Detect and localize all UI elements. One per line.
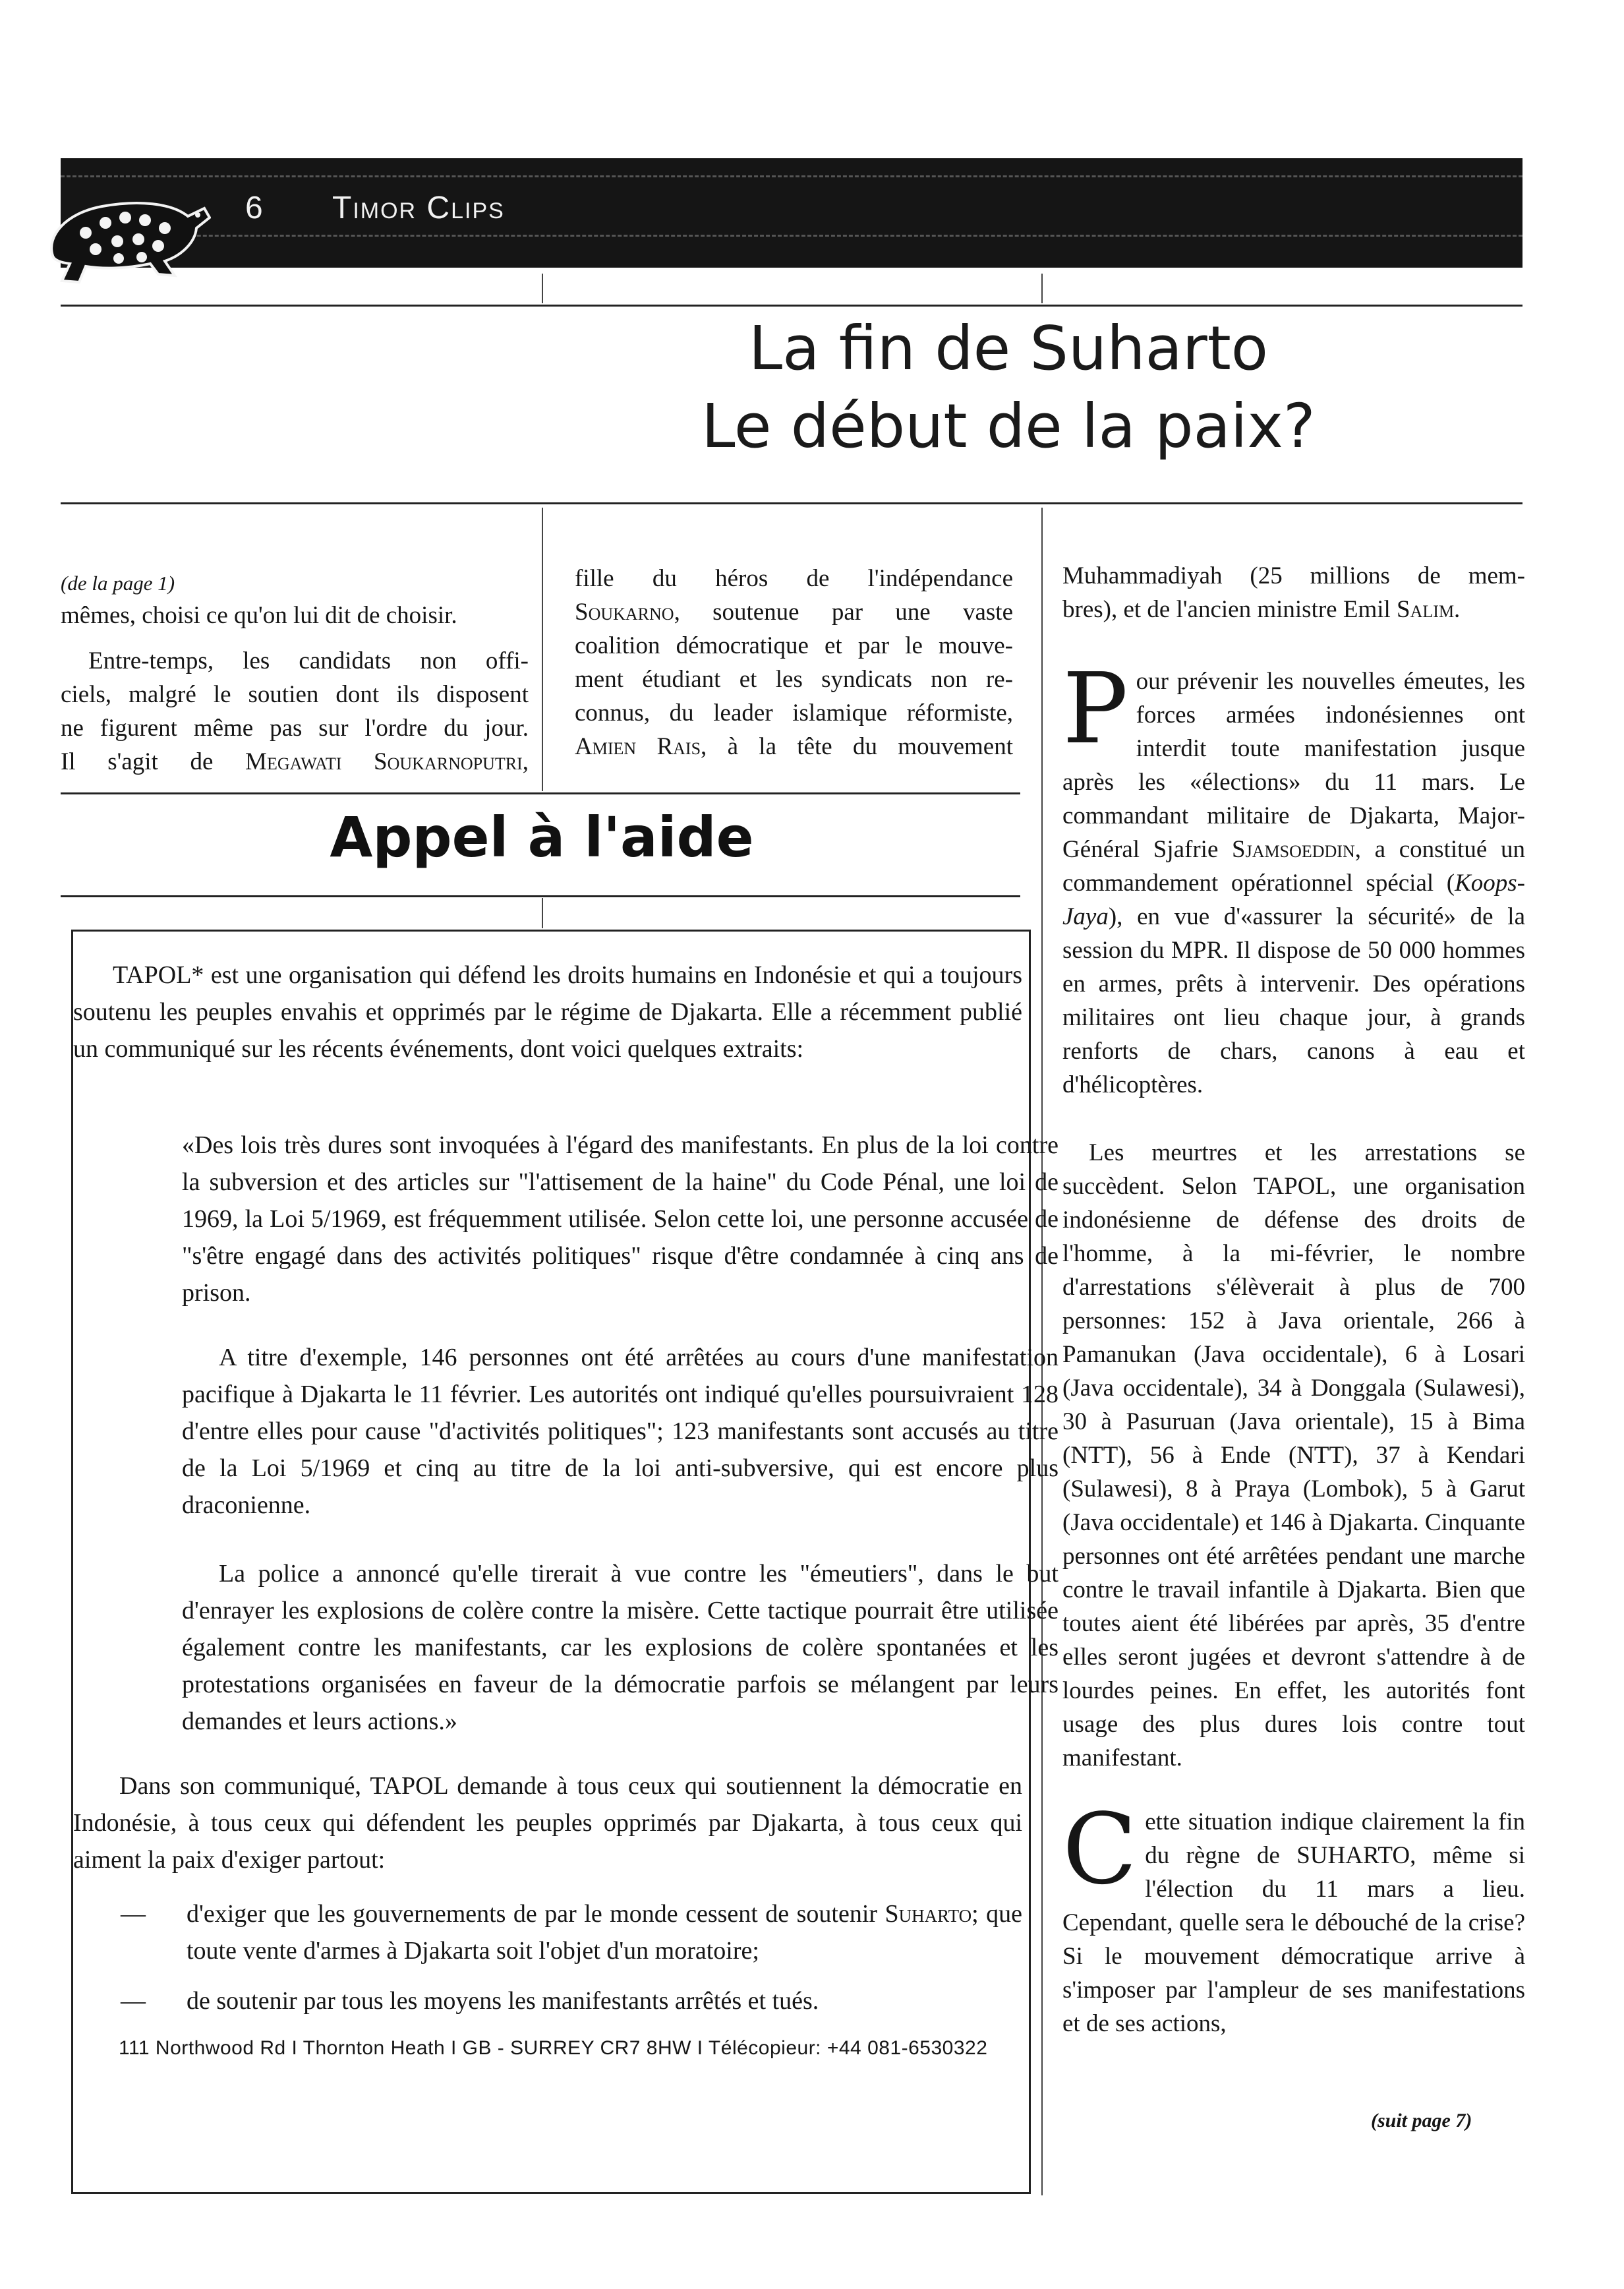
appel-demand: Dans son communiqué, TAPOL demande à tous ceux qui soutiennent la démocratie en Indonésie, à tous ceux qui défendent les peuples opprimés par Djakarta, à tous ceux qui aiment la paix d'exiger partout: xyxy=(73,1772,1022,1874)
person-name: Megawati Soukarnoputri, xyxy=(245,748,529,775)
text-run: our prévenir les nouvelles émeutes, les forces armées indonésiennes ont interdit toute manifestation jusque après les «élections» du 11 mars. Le commandant militaire de Djakarta, Major-Général Sjafrie xyxy=(1062,668,1525,863)
person-name: Salim. xyxy=(1397,596,1461,623)
paragraph xyxy=(1062,1793,1525,2040)
title-rule-bottom xyxy=(61,502,1522,504)
column-2-article xyxy=(575,562,1013,763)
paragraph xyxy=(1062,652,1525,1102)
drop-cap: C xyxy=(1062,1793,1138,1906)
person-name: Sjamsoeddin, xyxy=(1232,836,1361,863)
demand-list-item xyxy=(121,1895,1022,1969)
list-dash: — xyxy=(121,1987,146,2015)
column-rule xyxy=(542,508,543,791)
quote-paragraph: «Des lois très dures sont invoquées à l'égard des manifestants. En plus de la loi contre la subversion et des articles sur "l'attisement de la haine" du Code Pénal, une loi de 1969, la Loi 5/1969, est fréquemment utilisée. Selon cette loi, une personne accusée de "s'être engagé dans des activités politiques" risque d'être condamnée à cinq ans de prison. xyxy=(182,1131,1058,1307)
section-rule-bottom xyxy=(61,895,1020,897)
text-run: a constitué un commandement opérationnel spécial ( xyxy=(1062,836,1525,897)
person-name: Suharto xyxy=(884,1900,972,1928)
header-band xyxy=(61,158,1522,268)
section-rule-top xyxy=(61,792,1020,794)
main-headline xyxy=(461,310,1555,465)
list-dash: — xyxy=(121,1900,146,1928)
continued-from-note: (de la page 1) xyxy=(61,572,175,595)
publication-title: Timor Clips xyxy=(332,191,505,225)
appel-intro: TAPOL* est une organisation qui défend les droits humains en Indonésie et qui a toujours soutenu les peuples envahis et opprimés par le régime de Djakarta. Elle a récemment publié un communiqué sur les récents événements, dont voici quelques extraits: xyxy=(73,961,1022,1063)
paragraph-line: ciels, malgré le soutien dont ils disposent xyxy=(61,681,529,708)
list-item-text: de soutenir par tous les moyens les manifestants arrêtés et tués. xyxy=(187,1987,819,2015)
section-title: Appel à l'aide xyxy=(330,805,754,870)
demand-list-item xyxy=(121,1982,1022,2019)
paragraph: mêmes, choisi ce qu'on lui dit de choisir. xyxy=(61,602,457,629)
paragraph-line: Entre-temps, les candidats non offi- xyxy=(88,647,529,674)
person-name: Amien Rais, xyxy=(575,733,707,760)
headline-line-1: La fin de Suharto xyxy=(748,313,1269,384)
quote-paragraph: La police a annoncé qu'elle tirerait à vue contre les "émeutiers", dans le but d'enrayer les explosions de colère contre la misère. Cette tactique pourrait être utilisée également contre les manifestants, car les explosions de colère spontanées et les protestations organisées en faveur de la démocratie parfois se mélangent par leurs demandes et leurs actions.» xyxy=(182,1560,1058,1735)
paragraph-line xyxy=(1062,593,1525,626)
paragraph-line: Muhammadiyah (25 millions de mem- xyxy=(1062,562,1525,589)
header-dashed-rule-top xyxy=(61,175,1522,177)
text-run: Il s'agit de xyxy=(61,748,246,775)
italic-term: Koops-Jaya xyxy=(1062,870,1525,930)
text-run: ette situation indique clairement la fin du règne de SUHARTO, même si l'élection du 11 mars a lieu. Cependant, quelle sera le débouché de la crise? Si le mouvement démocratique arrive à s'imposer par l'ampleur de ses manifestations et de ses actions, xyxy=(1062,1808,1525,2037)
paragraph-line: ment étudiant et les syndicats non re- xyxy=(575,666,1013,693)
column-rule xyxy=(542,274,543,303)
paragraph-line xyxy=(61,745,529,779)
paragraph-line: coalition démocratique et par le mouve- xyxy=(575,632,1013,659)
text-run: ; que toute vente d'armes à Djakarta soit l'objet d'un moratoire; xyxy=(187,1900,1022,1965)
continued-on-note: (suit page 7) xyxy=(1371,2110,1472,2131)
tapol-address: 111 Northwood Rd I Thornton Heath I GB - SURREY CR7 8HW I Télécopieur: +44 081-6530322 xyxy=(119,2037,988,2059)
headline-line-2: Le début de la paix? xyxy=(701,391,1316,461)
list-item-text xyxy=(187,1895,1022,1969)
column-3-article xyxy=(1062,559,1525,2040)
drop-cap: P xyxy=(1062,652,1128,765)
page-number: 6 xyxy=(245,191,264,225)
paragraph-line xyxy=(575,730,1013,763)
text-run: soutenue par une vaste xyxy=(680,599,1013,626)
quote-paragraph: A titre d'exemple, 146 personnes ont été arrêtées au cours d'une manifestation pacifique à Djakarta le 11 février. Les autorités ont indiqué qu'elles poursuivraient 128 d'entre elles pour cause "d'activités politiques"; 123 manifestants sont accusés au titre de la Loi 5/1969 et cinq au titre de la loi anti-subversive, qui est encore plus draconienne. xyxy=(182,1344,1058,1519)
paragraph: Les meurtres et les arrestations se succèdent. Selon TAPOL, une organisation indonésienne de défense des droits de l'homme, à la mi-février, le nombre d'arrestations s'élèverait à plus de 700 personnes: 152 à Java orientale, 266 à Pamanukan (Java occidentale), 6 à Losari (Java occidentale), 34 à Donggala (Sulawesi), 30 à Pasuruan (Java orientale), 15 à Bima (NTT), 56 à Ende (NTT), 37 à Kendari (Sulawesi), 8 à Praya (Lombok), 5 à Garut (Java occidentale) et 146 à Djakarta. Cinquante personnes ont été arrêtées pendant une marche contre le travail infantile à Djakarta. Bien que toutes aient été libérées par après, 35 d'entre elles seront jugées et devront s'attendre à de lourdes peines. En effet, les autorités font usage des plus dures lois contre tout manifestant. xyxy=(1062,1139,1525,1771)
title-rule-top xyxy=(61,305,1522,307)
paragraph-line: connus, du leader islamique réformiste, xyxy=(575,699,1013,727)
text-run: ), en vue d'«assurer la sécurité» de la session du MPR. Il dispose de 50 000 hommes en armes, prêts à intervenir. Des opérations militaires ont lieu chaque jour, à grands renforts de chars, canons à eau et d'hélicoptères. xyxy=(1062,903,1525,1098)
column-1-article xyxy=(61,568,529,779)
column-rule xyxy=(1041,274,1043,303)
paragraph-line xyxy=(575,595,1013,629)
text-run: bres), et de l'ancien ministre Emil xyxy=(1062,596,1397,623)
header-dashed-rule-bottom xyxy=(61,235,1522,237)
paragraph-line: ne figurent même pas sur l'ordre du jour. xyxy=(61,715,529,742)
column-rule xyxy=(542,898,543,928)
turtle-logo-icon xyxy=(40,177,211,289)
text-run: à la tête du mouvement xyxy=(707,733,1013,760)
text-run: d'exiger que les gouvernements de par le monde cessent de soutenir xyxy=(187,1900,878,1928)
paragraph-line: fille du héros de l'indépendance xyxy=(575,565,1013,592)
person-name: Soukarno, xyxy=(575,599,680,626)
appel-box xyxy=(71,930,1058,2194)
